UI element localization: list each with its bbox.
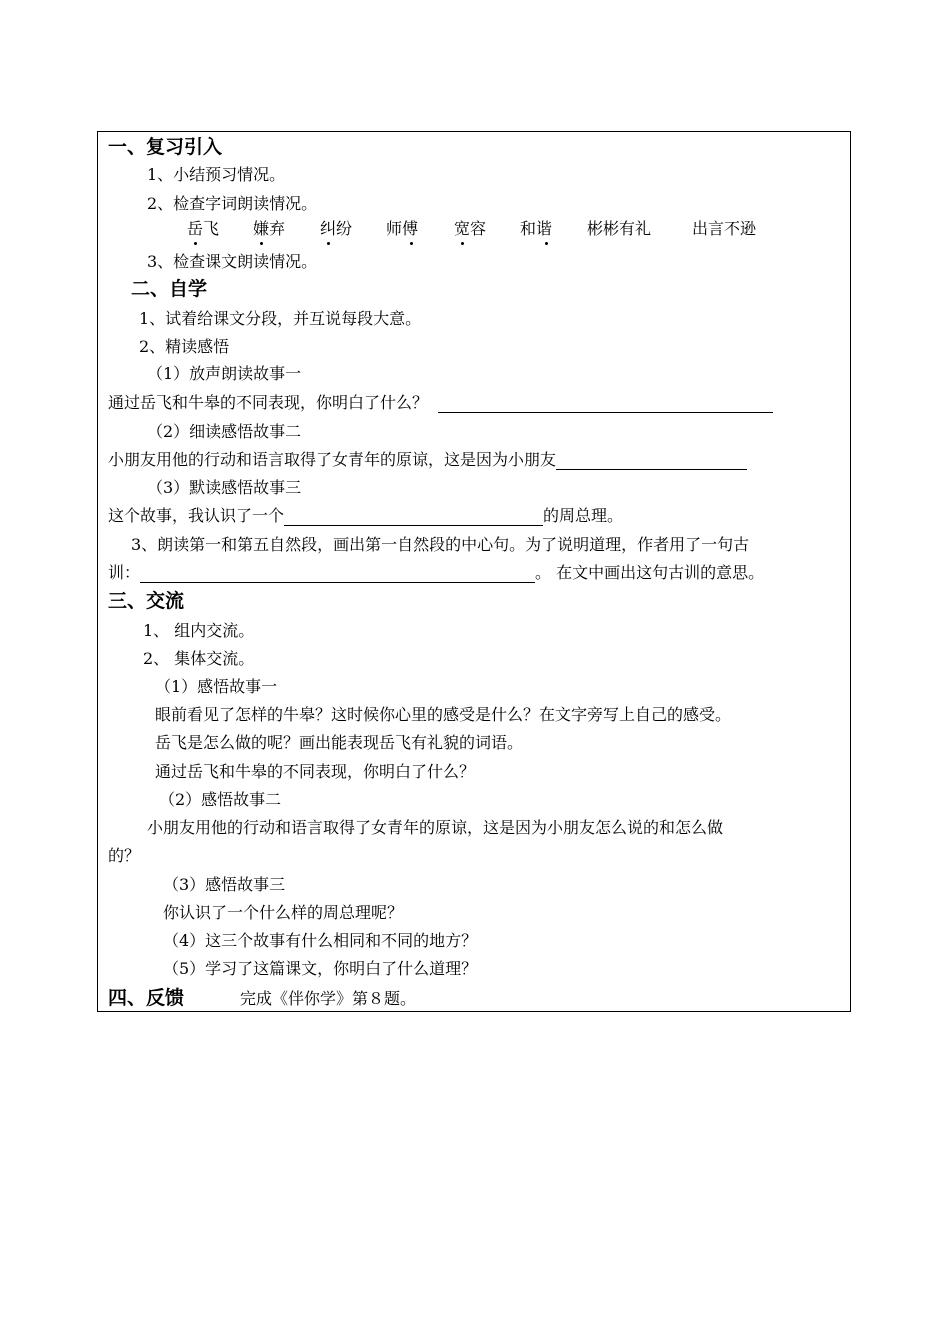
- story1-label: （1）放声朗读故事一: [147, 364, 302, 383]
- self-study-item-1: 1、试着给课文分段，并互说每段大意。: [139, 309, 422, 328]
- emphasis-dot: [260, 242, 263, 245]
- exchange-story3-q: 你认识了一个什么样的周总理呢？: [163, 903, 404, 922]
- story3-question-pre: 这个故事，我认识了一个: [108, 506, 285, 525]
- story1-question-line: [108, 393, 773, 413]
- exchange-story2-label: （2）感悟故事二: [159, 790, 282, 809]
- section-heading-self-study: 二、自学: [131, 278, 208, 300]
- proverb-post: 。 在文中画出这句古训的意思。: [535, 563, 765, 582]
- review-item-2: 2、检查字词朗读情况。: [147, 194, 318, 213]
- proverb-answer-blank[interactable]: [140, 565, 535, 583]
- feedback-text: 完成《伴你学》第８题。: [240, 989, 417, 1008]
- exchange-story1-label: （1）感悟故事一: [155, 677, 278, 696]
- section-heading-feedback: 四、反馈: [108, 987, 185, 1009]
- section-heading-exchange: 三、交流: [108, 590, 185, 612]
- emphasis-dot: [194, 242, 197, 245]
- story3-label: （3）默读感悟故事三: [147, 478, 302, 497]
- exchange-item-2: 2、 集体交流。: [143, 649, 255, 668]
- exchange-item-5: （5）学习了这篇课文，你明白了什么道理？: [163, 959, 478, 978]
- story3-question-post: 的周总理。: [543, 506, 624, 525]
- exchange-item-4: （4）这三个故事有什么相同和不同的地方？: [163, 931, 478, 950]
- vocab-word: 岳飞: [187, 219, 220, 238]
- vocab-word: 师傅: [386, 219, 419, 238]
- story2-question: 小朋友用他的行动和语言取得了女青年的原谅，这是因为小朋友: [108, 450, 557, 469]
- vocab-word: 宽容: [454, 219, 487, 238]
- emphasis-dot: [545, 242, 548, 245]
- proverb-line: [108, 563, 764, 583]
- vocab-word: 和谐: [520, 219, 553, 238]
- story1-answer-blank[interactable]: [438, 395, 773, 413]
- review-item-1: 1、小结预习情况。: [147, 165, 286, 184]
- exchange-story1-q3: 通过岳飞和牛皋的不同表现，你明白了什么？: [155, 762, 476, 781]
- vocab-word: 纠纷: [320, 219, 353, 238]
- story2-label: （2）细读感悟故事二: [147, 422, 302, 441]
- exchange-item-1: 1、 组内交流。: [143, 621, 255, 640]
- exchange-story1-q2: 岳飞是怎么做的呢？画出能表现岳飞有礼貌的词语。: [155, 733, 524, 752]
- exchange-story1-q1: 眼前看见了怎样的牛皋？这时候你心里的感受是什么？在文字旁写上自己的感受。: [155, 705, 732, 724]
- emphasis-dot: [461, 242, 464, 245]
- story2-question-line: [108, 450, 747, 470]
- self-study-item-3: 3、朗读第一和第五自然段，画出第一自然段的中心句。为了说明道理，作者用了一句古: [131, 535, 750, 554]
- story3-question-line: [108, 506, 623, 526]
- emphasis-dot: [410, 242, 413, 245]
- self-study-item-2: 2、精读感悟: [139, 337, 230, 356]
- vocab-word: 彬彬有礼: [587, 219, 652, 238]
- story1-question: 通过岳飞和牛皋的不同表现，你明白了什么？: [108, 393, 429, 412]
- story2-answer-blank[interactable]: [556, 452, 747, 470]
- exchange-story2-q-line2: 的？: [108, 846, 141, 865]
- exchange-story2-q-line1: 小朋友用他的行动和语言取得了女青年的原谅，这是因为小朋友怎么说的和怎么做: [147, 818, 724, 837]
- section-heading-review: 一、复习引入: [108, 136, 223, 158]
- proverb-pre: 训：: [108, 563, 141, 582]
- story3-answer-blank[interactable]: [284, 508, 543, 526]
- review-item-3: 3、检查课文朗读情况。: [147, 252, 318, 271]
- vocab-word: 嫌弃: [253, 219, 286, 238]
- vocab-word: 出言不逊: [692, 219, 757, 238]
- emphasis-dot: [327, 242, 330, 245]
- exchange-story3-label: （3）感悟故事三: [163, 875, 286, 894]
